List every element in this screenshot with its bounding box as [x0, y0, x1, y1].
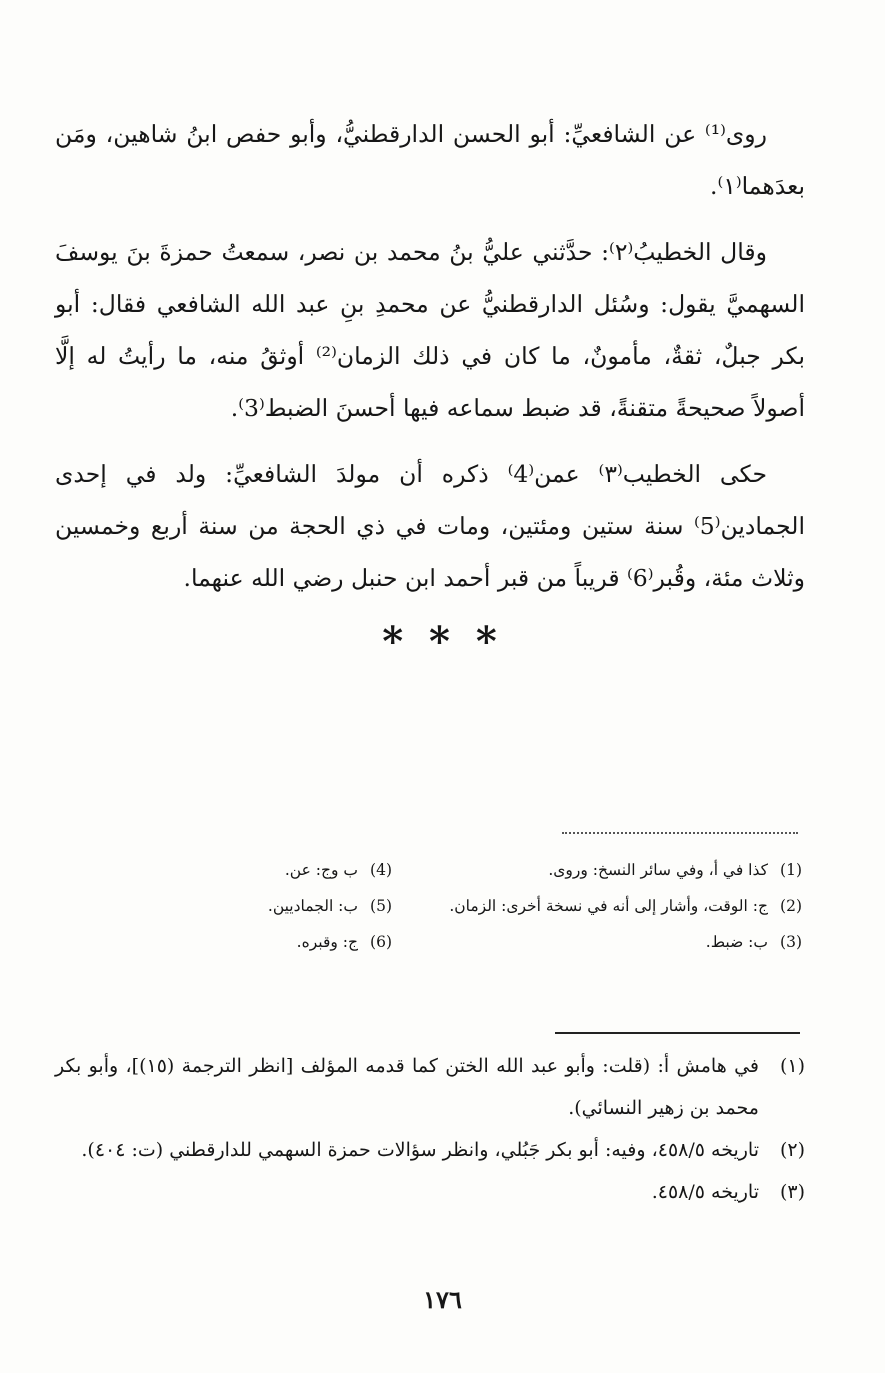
- variant-text: كذا في أ، وفي سائر النسخ: وروى.: [548, 861, 768, 879]
- footnote: [55, 1045, 805, 1129]
- variant-notes-divider: [562, 832, 798, 834]
- paragraph-3: حكى الخطيب⁽٣⁾ عمن⁽4⁾ ذكره أن مولدَ الشافعيِّ: ولد في إحدى الجمادين⁽5⁾ سنة ستين ومئتين، ومات في ذي الحجة من سنة أربع وخمسين وثلاث مئة، وقُبر⁽6⁾ قريباً من قبر أحمد ابن حنبل رضي الله عنهما.: [55, 460, 805, 592]
- variant-text: ب: الجماديين.: [267, 897, 358, 915]
- page-number: ١٧٦: [423, 1285, 462, 1314]
- footnote-text: تاريخه ٤٥٨/٥.: [651, 1181, 759, 1203]
- paragraph-1: روى⁽¹⁾ عن الشافعيِّ: أبو الحسن الدارقطنيُّ، وأبو حفص ابنُ شاهين، ومَن بعدَهما⁽١⁾.: [55, 120, 805, 200]
- variant-column-left: [62, 852, 392, 960]
- variant-note: [62, 852, 392, 888]
- variant-text: ج: وقبره.: [296, 933, 358, 951]
- variant-number: (5): [370, 897, 392, 915]
- variant-notes: [60, 852, 802, 960]
- variant-note: [62, 888, 392, 924]
- variant-text: ب: ضبط.: [705, 933, 768, 951]
- variant-number: (2): [780, 897, 802, 915]
- variant-number: (4): [370, 861, 392, 879]
- variant-note: [442, 888, 802, 924]
- variant-note: [442, 924, 802, 960]
- variant-number: (3): [780, 933, 802, 951]
- footnote: [55, 1129, 805, 1171]
- variant-column-right: [442, 852, 802, 960]
- main-text: [55, 108, 805, 618]
- footnote-number: (٣): [779, 1181, 805, 1203]
- footnote-number: (١): [779, 1055, 805, 1077]
- variant-text: ب وج: عن.: [284, 861, 358, 879]
- variant-number: (6): [370, 933, 392, 951]
- footnote-number: (٢): [779, 1139, 805, 1161]
- footnote-text: في هامش أ: (قلت: وأبو عبد الله الختن كما قدمه المؤلف [انظر الترجمة (١٥)]، وأبو بكر محمد بن زهير النسائي).: [55, 1055, 759, 1119]
- variant-text: ج: الوقت، وأشار إلى أنه في نسخة أخرى: الزمان.: [449, 897, 768, 915]
- variant-number: (1): [780, 861, 802, 879]
- footnote-rule: [555, 1032, 800, 1034]
- variant-note: [442, 852, 802, 888]
- footnotes: [55, 1045, 805, 1213]
- paragraph-2: وقال الخطيبُ⁽٢⁾: حدَّثني عليُّ بنُ محمد بن نصر، سمعتُ حمزةَ بنَ يوسفَ السهميَّ يقول: وسُئل الدارقطنيُّ عن محمدِ بنِ عبد الله الشافعي فقال: أبو بكر جبلٌ، ثقةٌ، مأمونٌ، ما كان في ذلك الزمان⁽²⁾ أوثقُ منه، ما رأيتُ له إلَّا أصولاً صحيحةً متقنةً، قد ضبط سماعه فيها أحسنَ الضبط⁽3⁾.: [55, 238, 805, 422]
- section-separator: * * *: [382, 618, 503, 665]
- footnote: [55, 1171, 805, 1213]
- footnote-text: تاريخه ٤٥٨/٥، وفيه: أبو بكر جَبُلي، وانظر سؤالات حمزة السهمي للدارقطني (ت: ٤٠٤).: [81, 1139, 759, 1161]
- variant-note: [62, 924, 392, 960]
